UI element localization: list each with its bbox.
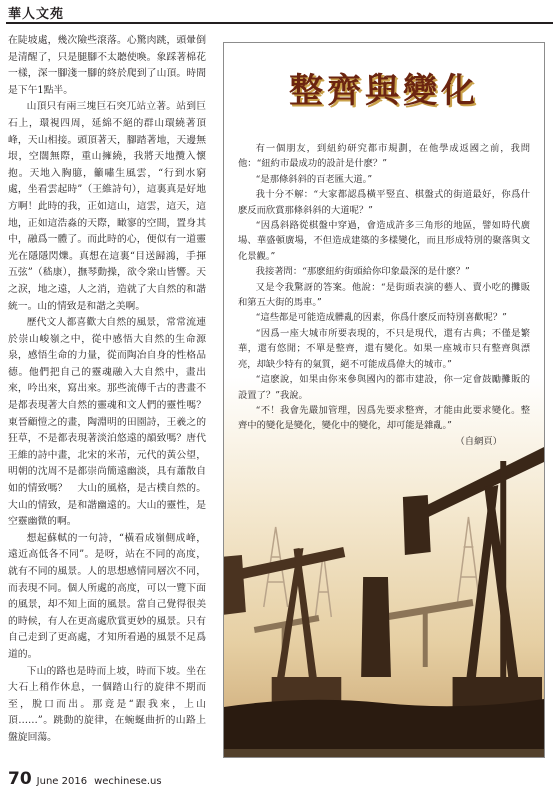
page-number: 70 <box>8 769 32 789</box>
sidebar-title: 整齊與變化 <box>289 71 479 111</box>
header-rule <box>6 22 553 24</box>
sidebar-paragraph: “不！我會先嚴加管理，因爲先要求整齊，才能由此要求變化。整齊中的變化是變化，變化中的變化，却可能是雜亂。” <box>238 404 530 432</box>
issue-date: June 2016 <box>36 776 88 787</box>
sidebar-paragraph: “這些都是可能造成髒亂的因素，你爲什麽反而特別喜歡呢？” <box>255 312 507 324</box>
sidebar-body <box>238 141 530 449</box>
section-tag: 華人文苑 <box>8 7 65 22</box>
website-url: wechinese.us <box>94 776 162 787</box>
sidebar-paragraph: “因爲斜路從棋盤中穿過，會造成許多三角形的地區，譬如時代廣場、華盛頓廣場，不但造成建築的多樣變化，而且形成特別的聚落與文化景觀。” <box>238 220 530 262</box>
article-paragraph: 歷代文人都喜歡大自然的風景，常常流連於崇山峻嶺之中，從中感悟大自然的生命源泉，感悟生命的力量，從而陶冶自身的性格品德。他們把自己的靈魂融入大自然中，畫出來，吟出來，寫出來。那些流傳千古的書畫不是都表現著大自然的靈魂和文人們的靈性嗎？東晉顧愷之的畫，陶淵明的田園詩，王羲之的狂草，不是都表現著淡泊悠遠的韻致嗎？唐代王維的詩中畫，北宋的米芾，元代的黃公望，明朝的沈周不是都崇尚簡遠幽淡，具有蕭散自如的情致嗎？ 大山的風格，是古樸自然的。大山的情致，是和諧幽遠的。大山的靈性，是空靈幽微的啊。 <box>8 317 206 528</box>
sidebar-paragraph: 我十分不解：“大家都認爲橫平竪直、棋盤式的街道最好，你爲什麽反而欣賞那條斜斜的大道呢？” <box>238 189 530 216</box>
sidebar-paragraph: “因爲一座大城市所要表現的，不只是現代，還有古典；不僅是繁華，還有悠閒；不單是整齊，還有變化。如果一座城市只有整齊與漂亮，却缺少特有的氣質，絕不可能成爲偉大的城市。” <box>238 327 530 370</box>
article-paragraph: 山頂只有兩三塊巨石突兀站立著。站到巨石上，環視四周，延綿不絕的群山環繞著頂峰，天山相接。頭頂著天，腳踏著地，天邊無垠，空闊無際，重山擁繞，我將天地攬入懷抱。天地入胸臆，籲嘯生風雲，“行到水窮處，坐看雲起時”（王維詩句），這裏真是好地方啊！此時的我，正如這山，這雲，這天，這地，正如這浩淼的天際，瞰寥的空間，置身其中，融爲一體了。而此時的心，便似有一道靈光在隱隱閃爍。真想在這裏“目送歸鴻，手揮五弦”（嵇康），撫琴動操，欲令衆山皆響。天之淚，地之遠，人之消，造就了大自然的和諧統一。山的情致是和諧之美啊。 <box>8 101 206 312</box>
sidebar-paragraph: “是那條斜斜的百老匯大道。” <box>255 173 373 185</box>
left-column-article <box>8 33 206 747</box>
sidebar-byline: （自網頁） <box>455 435 502 447</box>
sidebar-article-box <box>223 42 545 758</box>
sidebar-paragraph: “這麽說，如果由你來參與國內的都市建設，你一定會鼓勵攤販的設置了？”我說。 <box>238 374 530 401</box>
sidebar-paragraph: 有一個朋友，到紐約研究都市規劃，在他學成返國之前，我問他：“紐約市最成功的設計是什麽？” <box>238 143 530 170</box>
sidebar-paragraph: 我接著問：“那麽紐約街頭給你印象最深的是什麽？” <box>255 266 470 278</box>
page-footer <box>8 769 162 789</box>
article-paragraph: 想起蘇軾的一句詩，“橫看成嶺側成峰，遠近高低各不同”。是呀，站在不同的高度，就有不同的風景。人的思想感情同層次不同，而表現不同。個人所處的高度，可以一覽下面的風景，却不知上面的風景。當自己覺得很美的時候，有人在更高處欣賞更妙的風景。只有自己走到了更高處，才知所看過的風景不足爲道的。 <box>8 532 206 660</box>
article-paragraph: 在陡坡處，幾次險些滾落。心驚肉跳，頭暈倒是清醒了，只是腿腳不太聽使喚。象踩著棉花一樣，深一腳淺一腳的終於爬到了山頂。時間是下午1點半。 <box>8 35 206 96</box>
sidebar-paragraph: 又是令我驚訝的答案。他說：“是街頭表演的藝人、賣小吃的攤販和第五大街的馬車。” <box>238 281 530 309</box>
article-paragraph: 下山的路也是時而上坡，時而下坡。坐在大石上稍作休息，一個踏山行的旋律不期而至，脫口而出。那竟是“跟我來，上山頂……”。跳動的旋律，在蜿蜒曲折的山路上盤旋回蕩。 <box>8 665 206 743</box>
